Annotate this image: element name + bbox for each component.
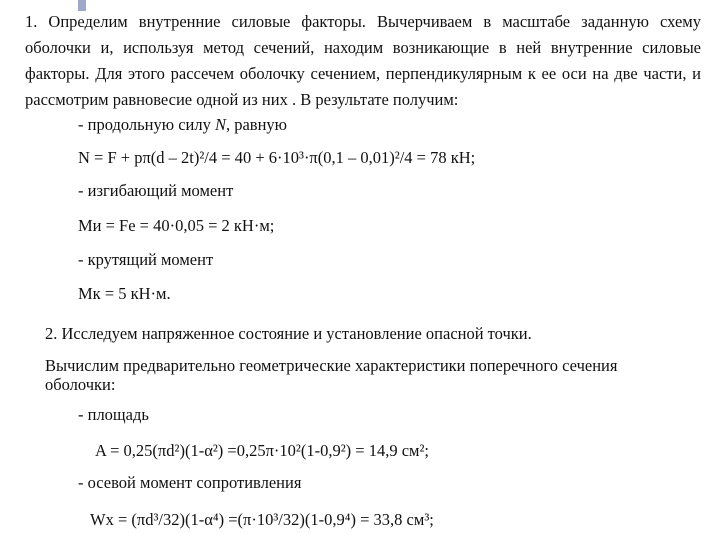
bending-moment-label: - изгибающий момент xyxy=(78,181,234,200)
axial-force-label-pre: - продольную силу xyxy=(78,115,215,134)
section2-intro: Вычислим предварительно геометрические характеристики поперечного сечения оболочки: xyxy=(45,356,618,394)
section-modulus-label: - осевой момент сопротивления xyxy=(78,473,302,492)
section1-paragraph: 1. Определим внутренние силовые факторы. Вычерчиваем в масштабе заданную схему оболочки и, используя метод сечений, находим возникающие в ней внутренние силовые факторы. Для этого рассечем оболочку сечением, перпендикулярным к ее оси на две части, и рассмотрим равновесие одной из них . В результате получим: xyxy=(25,12,701,109)
axial-force-label-post: , равную xyxy=(225,115,288,134)
axial-force-label xyxy=(78,115,287,135)
section-modulus-formula: Wx = (πd³/32)(1-α⁴) =(π·10³/32)(1-0,9⁴) = 33,8 см³; xyxy=(90,510,434,529)
area-label: - площадь xyxy=(78,405,149,424)
torque-label: - крутящий момент xyxy=(78,250,214,269)
axial-force-formula: N = F + pπ(d – 2t)²/4 = 40 + 6·10³·π(0,1 – 0,01)²/4 = 78 кН; xyxy=(78,148,476,167)
area-formula: A = 0,25(πd²)(1-α²) =0,25π·10²(1-0,9²) = 14,9 см²; xyxy=(95,441,430,460)
axial-force-symbol: N xyxy=(214,115,226,134)
torque-formula: Mк = 5 кН·м. xyxy=(78,284,171,303)
bending-moment-formula: Mи = Fe = 40·0,05 = 2 кН·м; xyxy=(78,216,275,235)
section2-heading: 2. Исследуем напряженное состояние и установление опасной точки. xyxy=(45,324,532,343)
